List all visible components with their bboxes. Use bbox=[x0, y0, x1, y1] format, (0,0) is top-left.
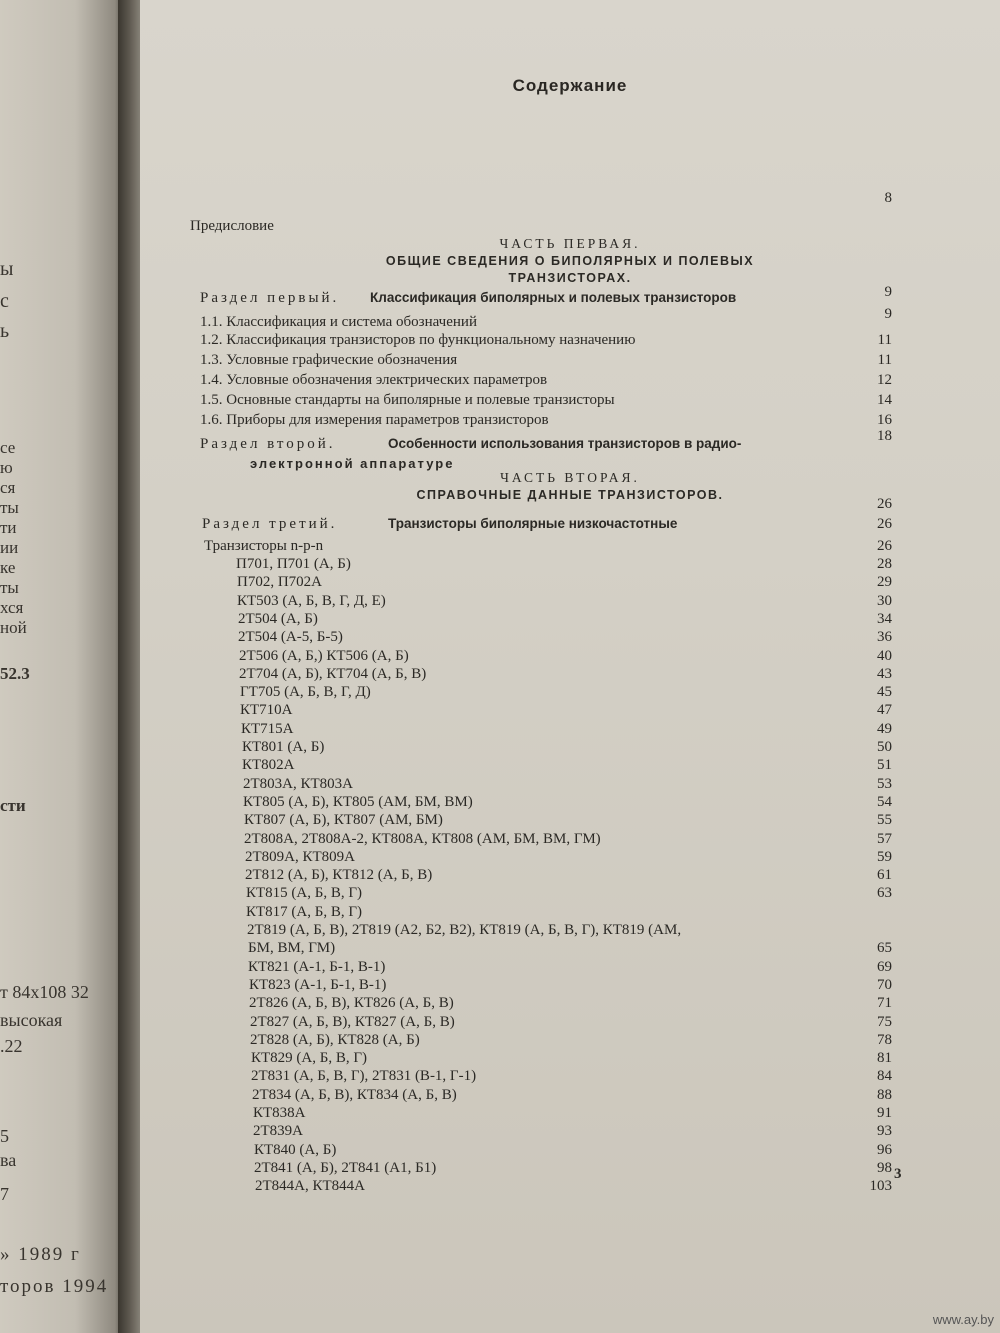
toc-entry-row bbox=[140, 794, 1000, 814]
toc-entry-page: 57 bbox=[877, 830, 892, 847]
section1-prefix: Раздел первый. bbox=[200, 290, 340, 306]
toc-entry-label: КТ807 (А, Б), КТ807 (АМ, БМ) bbox=[244, 812, 443, 829]
toc-entry-label: КТ838А bbox=[253, 1105, 306, 1121]
toc-entry-page: 98 bbox=[877, 1159, 892, 1176]
toc-entry-label: КТ802А bbox=[242, 757, 295, 774]
toc-entry-row bbox=[140, 757, 1000, 777]
toc-entry-row bbox=[140, 593, 1000, 613]
toc-entry-row bbox=[140, 1142, 1000, 1162]
toc-entry-page: 70 bbox=[877, 976, 892, 993]
toc-entry-label: 2Т834 (А, Б, В), КТ834 (А, Б, В) bbox=[252, 1086, 457, 1103]
toc-row-group bbox=[140, 538, 1000, 558]
toc-entry-page: 29 bbox=[877, 574, 892, 591]
toc-entry-row bbox=[140, 1087, 1000, 1107]
left-page-fragment: ты bbox=[0, 578, 19, 597]
left-page bbox=[0, 0, 125, 1333]
toc-entry-page: 49 bbox=[877, 720, 892, 737]
toc-entry-label: 2Т827 (А, Б, В), КТ827 (А, Б, В) bbox=[250, 1013, 455, 1030]
watermark: www.ay.by bbox=[932, 1312, 994, 1327]
part1-heading-line2: ТРАНЗИСТОРАХ. bbox=[508, 271, 632, 285]
toc-row-1-4 bbox=[140, 372, 1000, 392]
left-page-fragment: хся bbox=[0, 598, 24, 617]
part2-heading: СПРАВОЧНЫЕ ДАННЫЕ ТРАНЗИСТОРОВ. bbox=[416, 488, 724, 502]
toc-entry-row bbox=[140, 702, 1000, 722]
section2-title-line2: электронной аппаратуре bbox=[250, 456, 455, 471]
toc-entry-row bbox=[140, 611, 1000, 631]
left-page-fragment: ю bbox=[0, 458, 13, 477]
left-page-fragment: .22 bbox=[0, 1036, 23, 1056]
toc-entry-label: 2Т828 (А, Б), КТ828 (А, Б) bbox=[250, 1031, 420, 1048]
toc-entry-label: КТ823 (А-1, Б-1, В-1) bbox=[249, 976, 387, 993]
toc-row-1-2 bbox=[140, 332, 1000, 352]
left-page-fragment: высокая bbox=[0, 1010, 63, 1030]
toc-entry-row bbox=[140, 940, 1000, 960]
toc-entry-row bbox=[140, 1123, 1000, 1143]
toc-entry-label: 2Т826 (А, Б, В), КТ826 (А, Б, В) bbox=[249, 995, 454, 1012]
toc-entry-page: 78 bbox=[877, 1031, 892, 1048]
toc-entry-page: 103 bbox=[869, 1178, 892, 1195]
left-page-fragment: с bbox=[0, 290, 9, 312]
toc-entry-label: 2Т506 (А, Б,) КТ506 (А, Б) bbox=[239, 647, 409, 664]
toc-entry-row bbox=[140, 849, 1000, 869]
toc-entry-row bbox=[140, 1050, 1000, 1070]
left-page-fragment: ва bbox=[0, 1150, 17, 1170]
toc-entry-row bbox=[140, 629, 1000, 649]
toc-entry-label: П701, П701 (А, Б) bbox=[236, 556, 351, 572]
toc-entry-page: 55 bbox=[877, 812, 892, 829]
toc-label: Предисловие bbox=[190, 218, 274, 234]
toc-entry-page: 63 bbox=[877, 885, 892, 902]
toc-entry-row bbox=[140, 904, 1000, 924]
toc-entry-label: КТ840 (А, Б) bbox=[254, 1141, 337, 1158]
toc-label: 1.1. Классификация и система обозначений bbox=[200, 314, 477, 330]
toc-page: 16 bbox=[877, 412, 892, 428]
toc-row-preface bbox=[140, 218, 1000, 238]
toc-entry-row bbox=[140, 556, 1000, 576]
toc-entry-page: 81 bbox=[877, 1050, 892, 1067]
toc-entry-label: 2Т704 (А, Б), КТ704 (А, Б, В) bbox=[239, 665, 427, 682]
toc-entry-label: 2Т819 (А, Б, В), 2Т819 (А2, Б2, В2), КТ819 (А, Б, В, Г), КТ819 (АМ, bbox=[247, 922, 682, 938]
toc-entry-label: 2Т808А, 2Т808А-2, КТ808А, КТ808 (АМ, БМ, ВМ, ГМ) bbox=[244, 830, 601, 847]
toc-entry-label: КТ710А bbox=[240, 702, 293, 719]
left-page-fragment: ке bbox=[0, 558, 16, 577]
toc-entry-label: КТ815 (А, Б, В, Г) bbox=[246, 885, 363, 902]
toc-entry-label: 2Т831 (А, Б, В, Г), 2Т831 (В-1, Г-1) bbox=[251, 1068, 477, 1085]
toc-entry-page: 91 bbox=[877, 1105, 892, 1121]
toc-entry-row bbox=[140, 959, 1000, 979]
toc-entry-label: 2Т841 (А, Б), 2Т841 (А1, Б1) bbox=[254, 1159, 437, 1176]
toc-entry-page: 30 bbox=[877, 592, 892, 609]
toc-page: 26 bbox=[877, 496, 892, 512]
toc-entry-label: КТ503 (А, Б, В, Г, Д, Е) bbox=[237, 592, 386, 609]
toc-entry-label: 2Т839А bbox=[253, 1123, 303, 1140]
toc-entry-page: 69 bbox=[877, 958, 892, 975]
left-page-fragment: ии bbox=[0, 538, 19, 557]
section1-title: Классификация биполярных и полевых транзисторов bbox=[370, 290, 737, 305]
toc-entry-row bbox=[140, 867, 1000, 887]
toc-page: 9 bbox=[884, 306, 892, 322]
toc-entry-page: 93 bbox=[877, 1123, 892, 1140]
left-page-fragment: т 84х108 32 bbox=[0, 982, 89, 1002]
toc-entry-page: 71 bbox=[877, 995, 892, 1012]
toc-entry-label: КТ817 (А, Б, В, Г) bbox=[246, 903, 363, 920]
toc-label: 1.4. Условные обозначения электрических параметров bbox=[200, 372, 548, 388]
toc-entry-row bbox=[140, 684, 1000, 704]
toc-entry-page: 40 bbox=[877, 647, 892, 664]
left-page-fragment: 7 bbox=[0, 1184, 9, 1204]
toc-row-1-5 bbox=[140, 392, 1000, 412]
toc-row-1-3 bbox=[140, 352, 1000, 372]
part1-heading-line1: ОБЩИЕ СВЕДЕНИЯ О БИПОЛЯРНЫХ И ПОЛЕВЫХ bbox=[385, 254, 755, 268]
toc-page: 11 bbox=[877, 352, 892, 368]
toc-label: 1.6. Приборы для измерения параметров транзисторов bbox=[200, 412, 549, 428]
toc-entry-row bbox=[140, 721, 1000, 741]
toc-entry-label: КТ829 (А, Б, В, Г) bbox=[251, 1050, 368, 1067]
toc-label: 1.5. Основные стандарты на биполярные и полевые транзисторы bbox=[200, 392, 615, 408]
part1-label: ЧАСТЬ ПЕРВАЯ. bbox=[499, 236, 641, 251]
toc-entry-page: 34 bbox=[877, 610, 892, 627]
toc-entry-row bbox=[140, 1032, 1000, 1052]
left-page-fragment: 52.3 bbox=[0, 664, 30, 683]
toc-entry-row bbox=[140, 574, 1000, 594]
toc-page: 11 bbox=[877, 332, 892, 348]
toc-entry-label: 2Т803А, КТ803А bbox=[243, 775, 353, 792]
toc-entry-page: 43 bbox=[877, 665, 892, 682]
toc-entry-page: 45 bbox=[877, 684, 892, 701]
left-page-fragment: ся bbox=[0, 478, 16, 497]
left-page-fragment: се bbox=[0, 438, 16, 457]
toc-entry-row bbox=[140, 812, 1000, 832]
toc-entry-page: 88 bbox=[877, 1086, 892, 1103]
toc-entry-row bbox=[140, 885, 1000, 905]
left-page-fragment: ты bbox=[0, 498, 19, 517]
toc-entry-page: 51 bbox=[877, 757, 892, 774]
left-page-fragment: сти bbox=[0, 796, 26, 815]
toc-entry-page: 59 bbox=[877, 848, 892, 865]
toc-entry-page: 65 bbox=[877, 940, 892, 957]
toc-row-section3 bbox=[140, 516, 1000, 536]
toc-label: 1.2. Классификация транзисторов по функциональному назначению bbox=[200, 332, 636, 348]
toc-page: 26 bbox=[877, 516, 892, 532]
toc-entry-label: П702, П702А bbox=[237, 574, 322, 591]
toc-entry-row bbox=[140, 831, 1000, 851]
part2-label: ЧАСТЬ ВТОРАЯ. bbox=[500, 470, 640, 485]
toc-entry-label: 2Т844А, КТ844А bbox=[255, 1178, 365, 1195]
left-page-fragment: ти bbox=[0, 518, 17, 537]
toc-row-part2-page bbox=[140, 496, 1000, 516]
section2-title-line1: Особенности использования транзисторов в радио- bbox=[388, 436, 742, 451]
toc-entry-row bbox=[140, 1160, 1000, 1180]
toc-entry-page: 75 bbox=[877, 1013, 892, 1030]
toc-entry-label: ГТ705 (А, Б, В, Г, Д) bbox=[240, 684, 371, 701]
section2-prefix: Раздел второй. bbox=[200, 436, 336, 452]
toc-entry-page: 96 bbox=[877, 1141, 892, 1158]
left-page-fragment: 5 bbox=[0, 1126, 9, 1146]
toc-entry-row bbox=[140, 1068, 1000, 1088]
toc-row-section2 bbox=[140, 436, 1000, 456]
group-label: Транзисторы n-p-n bbox=[204, 538, 324, 554]
toc-page: 18 bbox=[877, 428, 892, 444]
left-page-fragment: ы bbox=[0, 258, 14, 280]
toc-page: 26 bbox=[877, 538, 892, 554]
toc-entry-row bbox=[140, 1178, 1000, 1198]
toc-entry-page: 54 bbox=[877, 793, 892, 810]
toc-entry-label: БМ, ВМ, ГМ) bbox=[248, 940, 336, 957]
toc-page: 9 bbox=[884, 284, 892, 300]
toc-entry-page: 47 bbox=[877, 702, 892, 719]
toc-entry-label: 2Т504 (А, Б) bbox=[238, 610, 318, 627]
toc-entry-row bbox=[140, 977, 1000, 997]
left-page-fragment: торов 1994 bbox=[0, 1276, 109, 1297]
page-number: 3 bbox=[894, 1166, 902, 1182]
toc-entry-page: 50 bbox=[877, 739, 892, 755]
toc-entry-row bbox=[140, 1105, 1000, 1125]
left-page-fragment: ь bbox=[0, 320, 10, 342]
toc-entry-row bbox=[140, 995, 1000, 1015]
toc-row-1-1 bbox=[140, 314, 1000, 334]
toc-entry-row bbox=[140, 666, 1000, 686]
toc-entry-label: 2Т504 (А-5, Б-5) bbox=[238, 629, 343, 646]
left-page-fragment: ной bbox=[0, 618, 27, 637]
toc-page: 12 bbox=[877, 372, 892, 388]
contents-page bbox=[140, 0, 1000, 1333]
toc-entry-label: КТ715А bbox=[241, 720, 294, 737]
toc-entry-page: 53 bbox=[877, 775, 892, 792]
toc-entry-page: 36 bbox=[877, 629, 892, 646]
toc-entry-page: 61 bbox=[877, 867, 892, 884]
toc-entry-row bbox=[140, 648, 1000, 668]
section3-title: Транзисторы биполярные низкочастотные bbox=[388, 516, 678, 531]
toc-entry-label: КТ801 (А, Б) bbox=[242, 739, 325, 755]
toc-label: 1.3. Условные графические обозначения bbox=[200, 352, 458, 368]
toc-entry-page: 28 bbox=[877, 556, 892, 572]
toc-entry-label: 2Т812 (А, Б), КТ812 (А, Б, В) bbox=[245, 867, 433, 884]
toc-entry-label: 2Т809А, КТ809А bbox=[245, 848, 355, 865]
contents-title: Содержание bbox=[512, 76, 628, 95]
toc-entry-label: КТ821 (А-1, Б-1, В-1) bbox=[248, 958, 386, 975]
toc-entry-row bbox=[140, 776, 1000, 796]
toc-entry-label: КТ805 (А, Б), КТ805 (АМ, БМ, ВМ) bbox=[243, 793, 473, 810]
left-page-fragment: » 1989 г bbox=[0, 1244, 81, 1265]
toc-page: 14 bbox=[877, 392, 892, 408]
toc-entry-row bbox=[140, 739, 1000, 759]
section3-prefix: Раздел третий. bbox=[202, 516, 338, 532]
toc-entry-row bbox=[140, 922, 1000, 942]
toc-entry-row bbox=[140, 1014, 1000, 1034]
toc-entry-page: 84 bbox=[877, 1068, 892, 1085]
preface-page: 8 bbox=[884, 190, 892, 206]
